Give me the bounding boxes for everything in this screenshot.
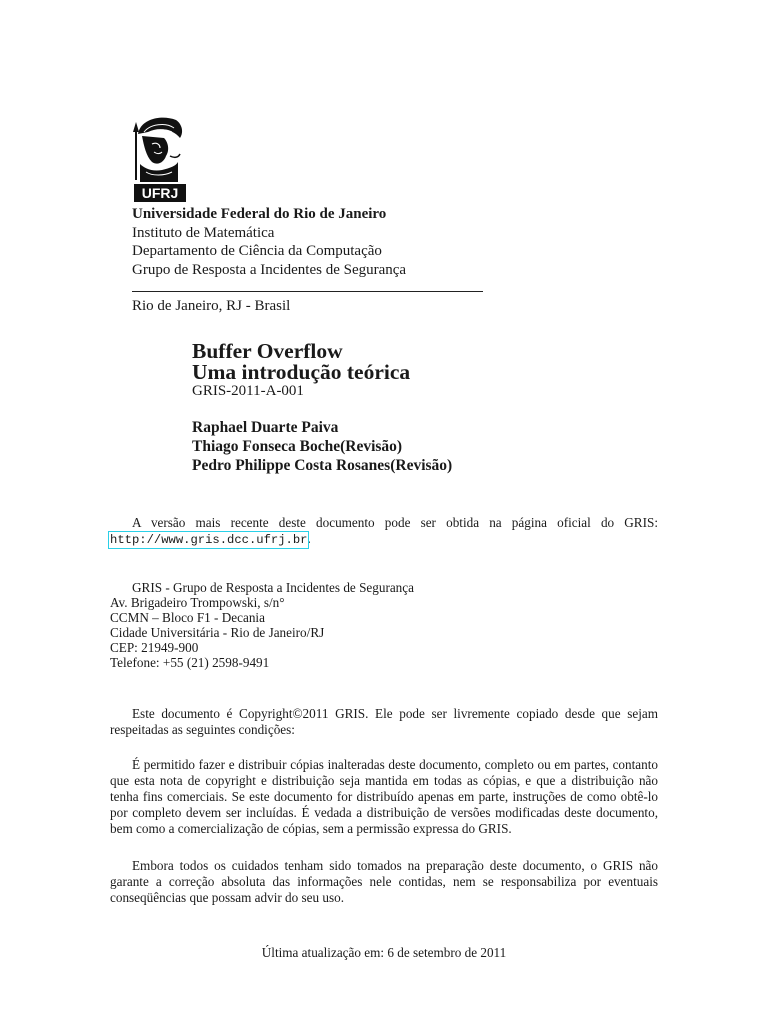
disclaimer-paragraph: Embora todos os cuidados tenham sido tomados na preparação deste documento, o GRIS não garante a correção absoluta das informações nele contidas, nem se responsabiliza por eventuais conseqüências que possam advir do seu uso.: [110, 858, 658, 905]
author: Raphael Duarte Paiva: [192, 419, 339, 436]
department-name: Departamento de Ciência da Computação: [132, 243, 382, 259]
title-line-1: Buffer Overflow: [192, 339, 343, 363]
title-line-2: Uma introdução teórica: [192, 360, 411, 384]
institute-name: Instituto de Matemática: [132, 224, 275, 241]
ufrj-logo: [130, 112, 186, 204]
divider: [132, 291, 483, 292]
institution-block: [132, 205, 406, 279]
document-title: [192, 341, 410, 383]
reviewer: Pedro Philippe Costa Rosanes(Revisão): [192, 457, 453, 474]
location: Rio de Janeiro, RJ - Brasil: [132, 298, 291, 314]
address-line: Av. Brigadeiro Trompowski, s/n°: [110, 595, 285, 610]
copyright-notice: Este documento é Copyright©2011 GRIS. Ele pode ser livremente copiado desde que sejam respeitadas as seguintes condições:: [110, 706, 658, 737]
version-note-text: A versão mais recente deste documento pode ser obtida na página oficial do GRIS:: [132, 515, 658, 530]
last-update: Última atualização em: 6 de setembro de 2011: [261, 945, 507, 960]
permission-paragraph: É permitido fazer e distribuir cópias inalteradas deste documento, completo ou em partes, contanto que esta nota de copyright e distribuição seja mantida em todas as cópias, e que a distribuição não tenha fins comerciais. Se este documento for distribuído apenas em parte, instruções de como obtê-lo por completo devem ser incluídas. É vedada a distribuição de versões modificadas deste documento, bem como a comercialização de cópias, sem a permissão expressa do GRIS.: [110, 757, 658, 836]
gris-link[interactable]: http://www.gris.dcc.ufrj.br: [110, 533, 308, 547]
reviewer: Thiago Fonseca Boche(Revisão): [192, 438, 403, 455]
university-name: Universidade Federal do Rio de Janeiro: [132, 206, 387, 222]
address-line: Telefone: +55 (21) 2598-9491: [110, 655, 270, 670]
address-line: GRIS - Grupo de Resposta a Incidentes de Segurança: [132, 580, 414, 595]
address-line: Cidade Universitária - Rio de Janeiro/RJ: [110, 625, 325, 640]
group-name: Grupo de Resposta a Incidentes de Segurança: [132, 261, 407, 278]
author-list: [192, 418, 452, 475]
document-code: GRIS-2011-A-001: [192, 383, 304, 399]
version-note: A versão mais recente deste documento pode ser obtida na página oficial do GRIS: http://www.gris.dcc.ufrj.br.: [110, 515, 658, 547]
address-line: CEP: 21949-900: [110, 640, 199, 655]
address-block: [110, 580, 414, 670]
logo-text: UFRJ: [141, 185, 179, 201]
address-line: CCMN – Bloco F1 - Decania: [110, 610, 265, 625]
